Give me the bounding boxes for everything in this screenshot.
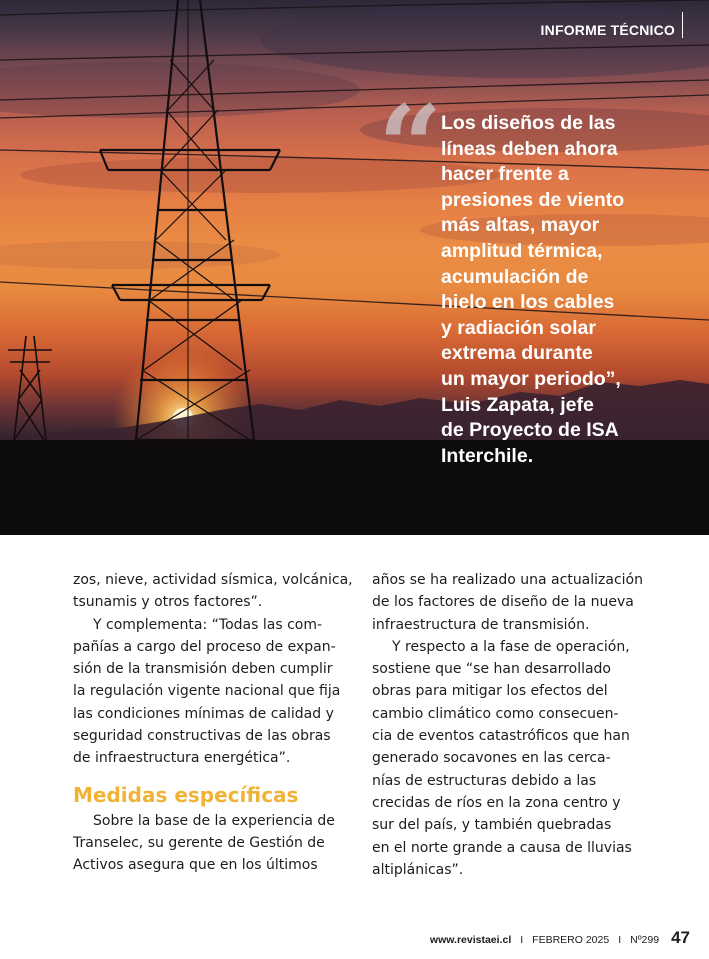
article-column-right (372, 569, 654, 881)
paragraph: Y complementa: “Todas las com- pañías a cargo del proceso de expan- sión de la transmisión deben cumplir la regulación vigente nacional que fija las condiciones mínimas de calidad y seguridad constructivas de las obras de infraestructura energética”. (73, 616, 341, 767)
footer-website: www.revistaei.cl (429, 934, 512, 946)
article-column-left (73, 569, 355, 877)
page-footer (430, 928, 690, 948)
paragraph: zos, nieve, actividad sísmica, volcánica, tsunamis y otros factores”. (73, 572, 353, 611)
footer-separator: I (520, 934, 524, 946)
section-heading: Medidas específicas (73, 782, 299, 807)
footer-separator: I (618, 934, 622, 946)
paragraph: años se ha realizado una actualización de los factores de diseño de la nueva infraestructura de transmisión. (372, 572, 643, 633)
small-pylon (8, 336, 52, 440)
page-number: 47 (671, 928, 690, 947)
section-tag-rule (682, 12, 683, 38)
footer-date: FEBRERO 2025 (532, 934, 610, 946)
paragraph: Y respecto a la fase de operación, sostiene que “se han desarrollado obras para mitigar los efectos del cambio climático como consecuen- cia de eventos catastróficos que han generado socavones en las cerca- nías de estructuras debido a las crecidas de ríos en la zona centro y sur del país, y también quebradas en el norte grande a causa de lluvias altiplánicas”. (372, 638, 632, 878)
section-tag: INFORME TÉCNICO (540, 22, 675, 38)
pull-quote: Los diseños de las líneas deben ahora hacer frente a presiones de viento más altas, mayor amplitud térmica, acumulación de hielo en los cables y radiación solar extrema durante un mayor periodo”, Luis Zapata, jefe de Proyecto de ISA Interchile. (441, 112, 625, 467)
paragraph: Sobre la base de la experiencia de Transelec, su gerente de Gestión de Activos asegura que en los últimos (73, 812, 335, 874)
footer-issue: Nº299 (630, 934, 660, 946)
quote-mark: “ (378, 82, 443, 213)
